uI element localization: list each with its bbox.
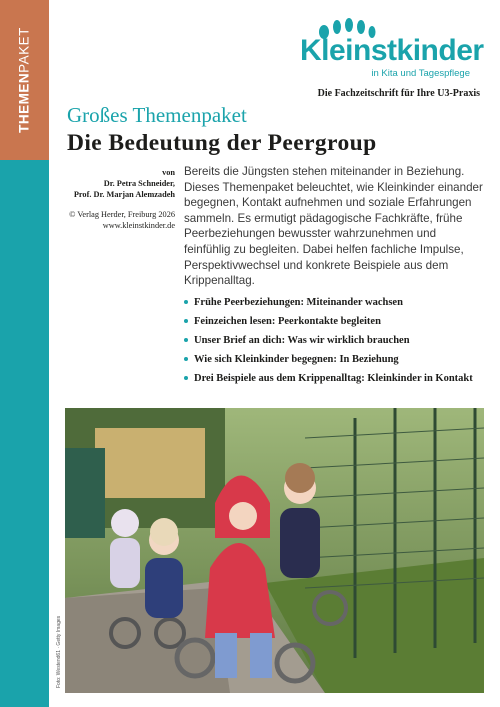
website-link[interactable]: www.kleinstkinder.de [102, 221, 175, 230]
author-1: Dr. Petra Schneider, [103, 179, 175, 188]
magazine-logo [296, 18, 484, 88]
publisher-note: © Verlag Herder, Freiburg 2026 [69, 210, 175, 219]
bullet-icon [184, 357, 188, 361]
section-tab-label: THEMENPAKET [16, 27, 32, 133]
kicker-title: Großes Themenpaket [67, 103, 247, 127]
photo-credit: Foto: Westend61 · Getty Images [56, 615, 62, 688]
section-tab [0, 0, 49, 160]
logo-wordmark: Kleinstkinder [300, 34, 484, 67]
children-on-balance-bikes-illustration [65, 408, 484, 693]
bullet-icon [184, 338, 188, 342]
topic-list [184, 296, 484, 391]
credits-von: von [162, 168, 175, 177]
tagline: Die Fachzeitschrift für Ihre U3-Praxis [317, 88, 480, 99]
logo-subtitle: in Kita und Tagespflege [371, 68, 470, 79]
bullet-icon [184, 300, 188, 304]
bullet-icon [184, 319, 188, 323]
intro-paragraph: Bereits die Jüngsten stehen miteinander in Beziehung. Dieses Themenpaket beleuchtet, wie Kleinkinder einander begegnen, Kontakt aufnehmen und soziale Erfahrungen sammeln. Es ermutigt pädagogische Fachkräfte, frühe Peerbeziehungen bewusster wahrzunehmen und feinfühlig zu begleiten. Dabei helfen fachliche Impulse, Perspektivwechsel und konkrete Beispiele aus dem Krippenalltag. [184, 165, 483, 288]
page-title: Die Bedeutung der Peergroup [67, 130, 377, 156]
list-item: Frühe Peerbeziehungen: Miteinander wachsen [184, 296, 484, 309]
list-item: Unser Brief an dich: Was wir wirklich brauchen [184, 334, 484, 347]
list-item: Drei Beispiele aus dem Krippenalltag: Kleinkinder in Kontakt [184, 372, 484, 385]
bullet-icon [184, 376, 188, 380]
list-item: Wie sich Kleinkinder begegnen: In Beziehung [184, 353, 484, 366]
list-item: Feinzeichen lesen: Peerkontakte begleiten [184, 315, 484, 328]
cover-photo [65, 408, 484, 693]
author-2: Prof. Dr. Marjan Alemzadeh [73, 190, 175, 199]
credits-block [67, 167, 175, 231]
